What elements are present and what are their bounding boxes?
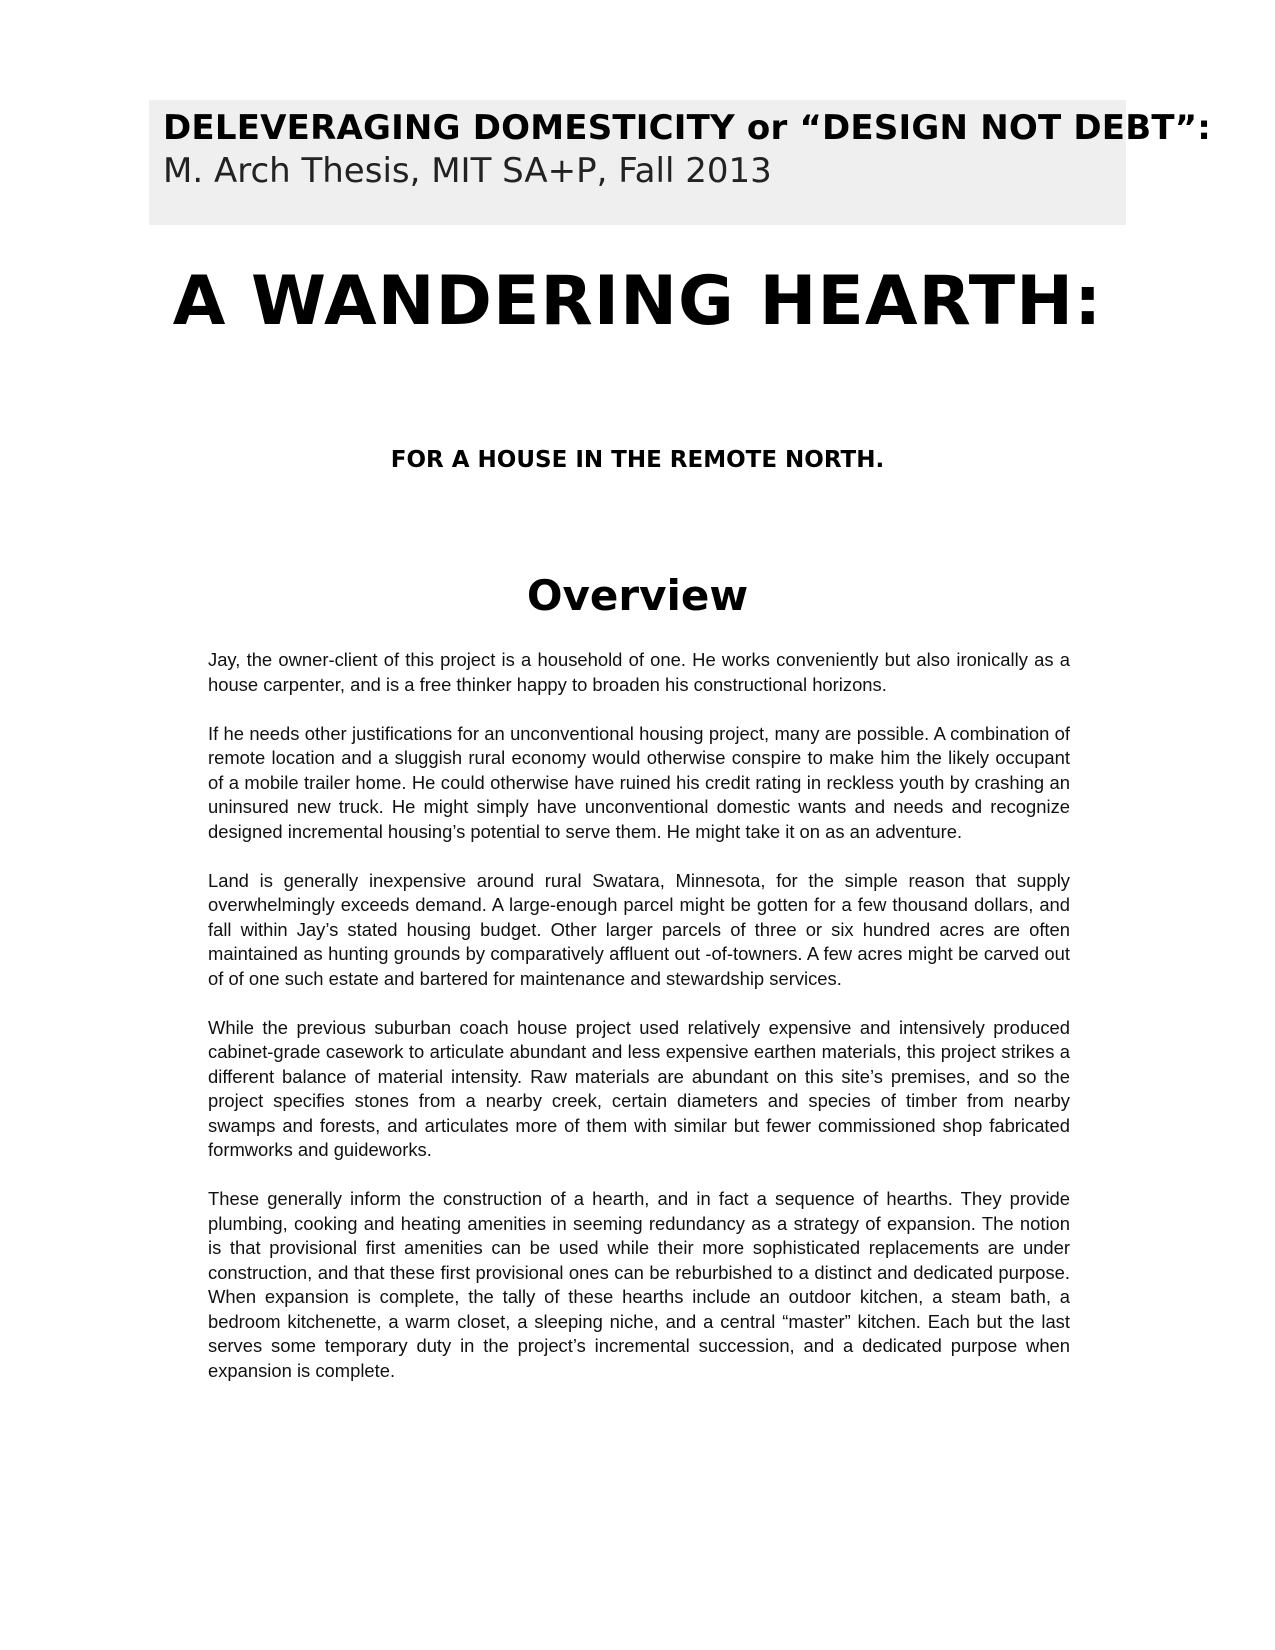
page-subtitle: FOR A HOUSE IN THE REMOTE NORTH. bbox=[390, 447, 885, 473]
paragraph: Land is generally inexpensive around rural Swatara, Minnesota, for the simple reason that supply overwhelmingly exceeds demand. A large-enough parcel might be gotten for a few thousand dollars, and fall within Jay’s stated housing budget. Other larger parcels of three or six hundred acres are often maintained as hunting grounds by comparatively affluent out -of-towners. A few acres might be carved out of of one such estate and bartered for maintenance and stewardship services. bbox=[208, 869, 1070, 989]
paragraph: Jay, the owner-client of this project is a household of one. He works conveniently but also ironically as a house carpenter, and is a free thinker happy to broaden his constructional horizons. bbox=[208, 649, 1070, 695]
paragraph: These generally inform the construction of a hearth, and in fact a sequence of hearths. They provide plumbing, cooking and heating amenities in seeming redundancy as a strategy of expansion. The notion is that provisional first amenities can be used while their more sophisticated replacements are under construction, and that these first provisional ones can be reburbished to a distinct and dedicated purpose. When expansion is complete, the tally of these hearths include an outdoor kitchen, a steam bath, a bedroom kitchenette, a warm closet, a sleeping niche, and a central “master” kitchen. Each but the last serves some temporary duty in the project’s incremental succession, and a dedicated purpose when expansion is complete. bbox=[208, 1188, 1070, 1381]
header-box bbox=[149, 100, 1212, 225]
header-subtitle: M. Arch Thesis, MIT SA+P, Fall 2013 bbox=[163, 151, 772, 191]
paragraph: If he needs other justifications for an unconventional housing project, many are possible. A combination of remote location and a sluggish rural economy would otherwise conspire to make him the likely occupant of a mobile trailer home. He could otherwise have ruined his credit rating in reckless youth by crashing an uninsured new truck. He might simply have unconventional domestic wants and needs and recognize designed incremental housing’s potential to serve them. He might take it on as an adventure. bbox=[208, 722, 1070, 842]
header-title: DELEVERAGING DOMESTICITY or “DESIGN NOT DEBT”: bbox=[163, 108, 1212, 148]
overview-body bbox=[208, 648, 1070, 1408]
section-heading: Overview bbox=[526, 571, 749, 620]
page-title: A WANDERING HEARTH: bbox=[172, 262, 1103, 341]
paragraph: While the previous suburban coach house project used relatively expensive and intensively produced cabinet-grade casework to articulate abundant and less expensive earthen materials, this project strikes a different balance of material intensity. Raw materials are abundant on this site’s premises, and so the project specifies stones from a nearby creek, certain diameters and species of timber from nearby swamps and forests, and articulates more of them with similar but fewer commissioned shop fabricated formworks and guideworks. bbox=[208, 1016, 1070, 1160]
